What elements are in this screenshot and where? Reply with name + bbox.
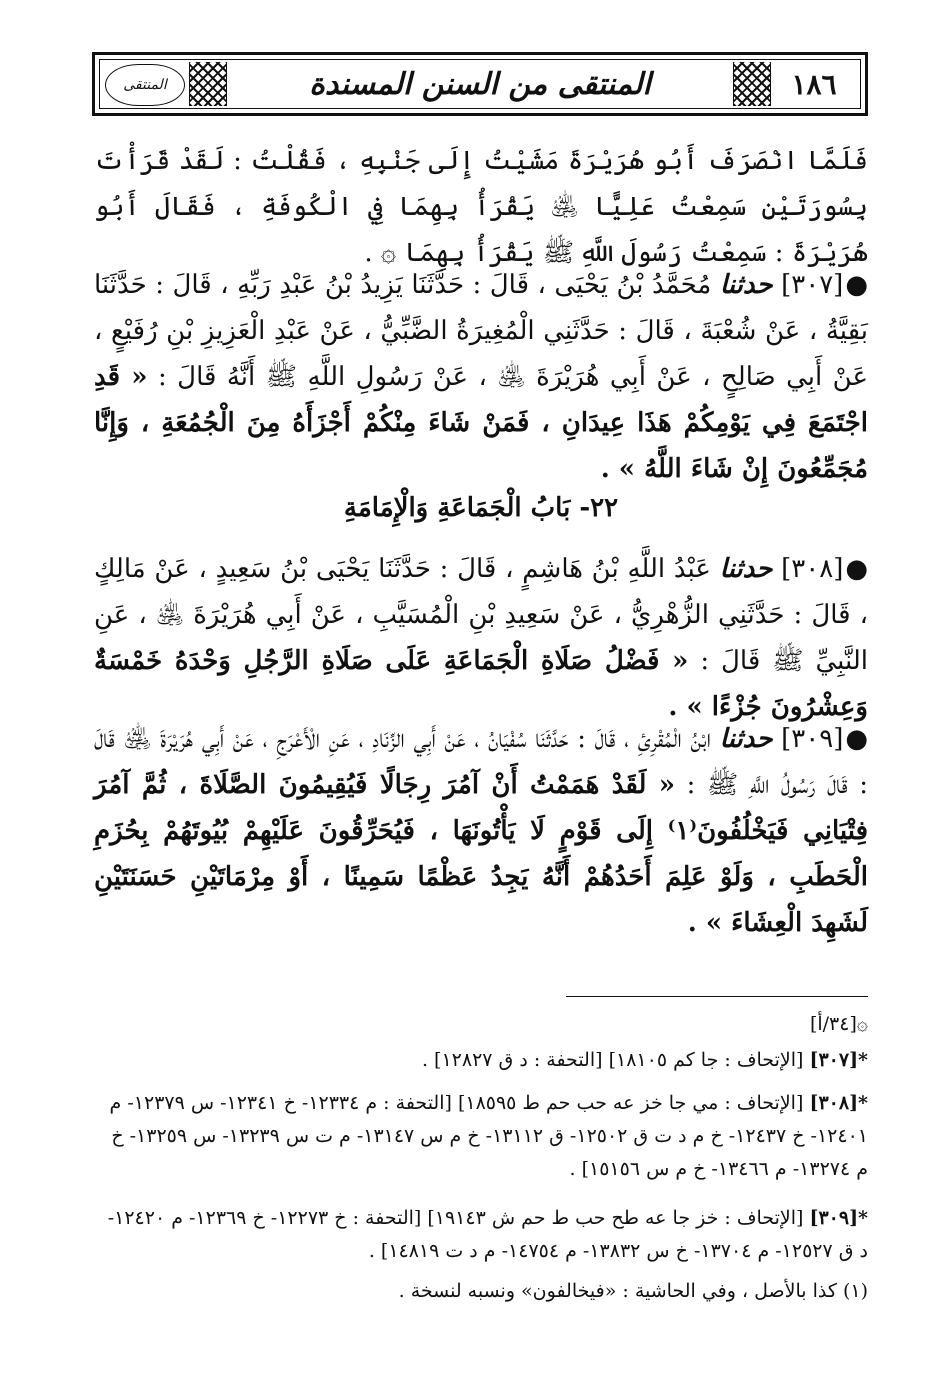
footnote-note-1 <box>94 1275 868 1308</box>
footnote-number: *[٣٠٩] <box>809 1207 868 1229</box>
ornament-band-right <box>733 62 771 106</box>
bullet-icon: ● <box>845 554 869 584</box>
intro-paragraph: فَلَمَّا انْصَرَفَ أَبُو هُرَيْرَةَ مَشَيْتُ إِلَى جَنْبِهِ ، فَقُلْتُ : لَقَدْ قَرَأْتَ بِسُورَتَيْنِ سَمِعْتُ عَلِيًّا ﵁ يَقْرَأُ بِهِمَا فِي الْكُوفَةِ ، فَقَالَ أَبُو هُرَيْرَةَ : سَمِعْتُ رَسُولَ اللَّهِ ﷺ يَقْرَأُ بِهِمَا ۞ . <box>94 146 868 268</box>
footnote-number: *[٣٠٨] <box>809 1092 868 1114</box>
matn-quote: « قَدِ اجْتَمَعَ فِي يَوْمِكُمْ هَذَا عِيدَانِ ، فَمَنْ شَاءَ مِنْكُمْ أَجْزَأَهُ مِنَ الْجُمُعَةِ ، وَإِنَّا مُجَمِّعُونَ إِنْ شَاءَ اللَّهُ » . <box>94 362 868 484</box>
note-text: (١) كذا بالأصل ، وفي الحاشية : «فيخالفون» ونسبه لنسخة . <box>398 1280 868 1302</box>
footnote-text: [الإتحاف : مي جا خز عه حب حم ط ١٨٥٩٥] [التحفة : م ١٢٣٣٤- خ ١٢٣٤١- س ١٢٣٧٩- م ١٢٤٠١- خ ١٢٤٣٧- خ م د ت ق ١٢٥٠٢- ق ١٣١١٢- خ م س ١٣١٤٧- م ت س ١٣٢٣٩- س ١٣٢٥٩- خ م ١٣٢٧٤- م ١٣٤٦٦- خ م س ١٥١٥٦] . <box>109 1092 868 1180</box>
book-logo <box>105 64 185 106</box>
bullet-icon: ● <box>845 270 869 300</box>
folio-marker <box>94 1008 868 1041</box>
footnote-text: [الإتحاف : جا كم ١٨١٠٥] [التحفة : د ق ١٢٨٢٧] . <box>421 1049 804 1071</box>
chapter-title: ٢٢- بَابُ الْجَمَاعَةِ وَالْإِمَامَةِ <box>343 493 619 523</box>
footnote-308 <box>94 1087 868 1186</box>
isnad-text: مُحَمَّدُ بْنُ يَحْيَى ، قَالَ : حَدَّثَنَا يَزِيدُ بْنُ عَبْدِ رَبِّهِ ، قَالَ : حَدَّثَنَا بَقِيَّةُ ، عَنْ شُعْبَةَ ، قَالَ : حَدَّثَنِي الْمُغِيرَةُ الضَّبِّيُّ ، عَنْ عَبْدِ الْعَزِيزِ بْنِ رُفَيْعٍ ، عَنْ أَبِي صَالِحٍ ، عَنْ أَبِي هُرَيْرَةَ ﵁ ، عَنْ رَسُولِ اللَّهِ ﷺ أَنَّهُ قَالَ : <box>94 270 868 392</box>
text-block-intro <box>94 138 868 276</box>
hadith-number: [٣٠٧] <box>781 270 844 300</box>
haddathana-label: حدثنا <box>719 554 773 584</box>
hadith-308 <box>94 546 868 730</box>
folio-text: ۞[٣٤/أ] <box>809 1013 868 1035</box>
footnote-number: *[٣٠٧] <box>809 1049 868 1071</box>
hadith-309 <box>94 716 868 946</box>
running-title: المنتقى من السنن المسندة <box>309 66 651 102</box>
hadith-number: [٣٠٨] <box>781 554 844 584</box>
page-number: ١٨٦ <box>791 67 837 101</box>
matn-quote: « لَقَدْ هَمَمْتُ أَنْ آمُرَ رِجَالًا فَيُقِيمُونَ الصَّلَاةَ ، ثُمَّ آمُرَ فِتْيَانِي فَيَخْلُفُونَ⁽١⁾ إِلَى قَوْمٍ لَا يَأْتُونَهَا ، فَيُحَرِّقُونَ عَلَيْهِمْ بُيُوتَهُمْ بِحُزَمِ الْحَطَبِ ، وَلَوْ عَلِمَ أَحَدُهُمْ أَنَّهُ يَجِدُ عَظْمًا سَمِينًا ، أَوْ مِرْمَاتَيْنِ حَسَنَتَيْنِ لَشَهِدَ الْعِشَاءَ » . <box>94 770 868 938</box>
book-logo-text: المنتقى <box>123 77 167 93</box>
hadith-307 <box>94 262 868 492</box>
footnote-divider <box>566 996 868 997</box>
haddathana-label: حدثنا <box>719 724 773 754</box>
hadith-number: [٣٠٩] <box>781 724 844 754</box>
page-header <box>92 52 868 116</box>
isnad-text: ابْنُ الْمُقْرِئِ ، قَالَ : حَدَّثَنَا سُفْيَانُ ، عَنْ أَبِي الزِّنَادِ ، عَنِ الْأَعْرَجِ ، عَنْ أَبِي هُرَيْرَةَ ﵁ قَالَ : قَالَ رَسُولُ اللَّهِ ﷺ : <box>94 724 868 800</box>
footnote-text: [الإتحاف : خز جا عه طح حب ط حم ش ١٩١٤٣] [التحفة : خ ١٢٢٧٣- خ ١٢٣٦٩- م ١٢٤٢٠- د ق ١٢٥٢٧- م ١٣٧٠٤- خ س ١٣٨٣٢- م ١٤٧٥٤- م د ت ١٤٨١٩] . <box>107 1207 868 1262</box>
haddathana-label: حدثنا <box>719 270 773 300</box>
isnad-text: عَبْدُ اللَّهِ بْنُ هَاشِمٍ ، قَالَ : حَدَّثَنَا يَحْيَى بْنُ سَعِيدٍ ، عَنْ مَالِكٍ ، قَالَ : حَدَّثَنِي الزُّهْرِيُّ ، عَنْ سَعِيدِ بْنِ الْمُسَيَّبِ ، عَنْ أَبِي هُرَيْرَةَ ﵁ ، عَنِ النَّبِيِّ ﷺ قَالَ : <box>94 554 869 676</box>
bullet-icon: ● <box>845 724 869 754</box>
ornament-band-left <box>189 62 227 106</box>
footnote-307 <box>94 1044 868 1077</box>
matn-quote: « فَضْلُ صَلَاةِ الْجَمَاعَةِ عَلَى صَلَاةِ الرَّجُلِ وَحْدَهُ خَمْسَةٌ وَعِشْرُونَ جُزْءًا » . <box>94 646 868 722</box>
footnote-309 <box>94 1202 868 1268</box>
